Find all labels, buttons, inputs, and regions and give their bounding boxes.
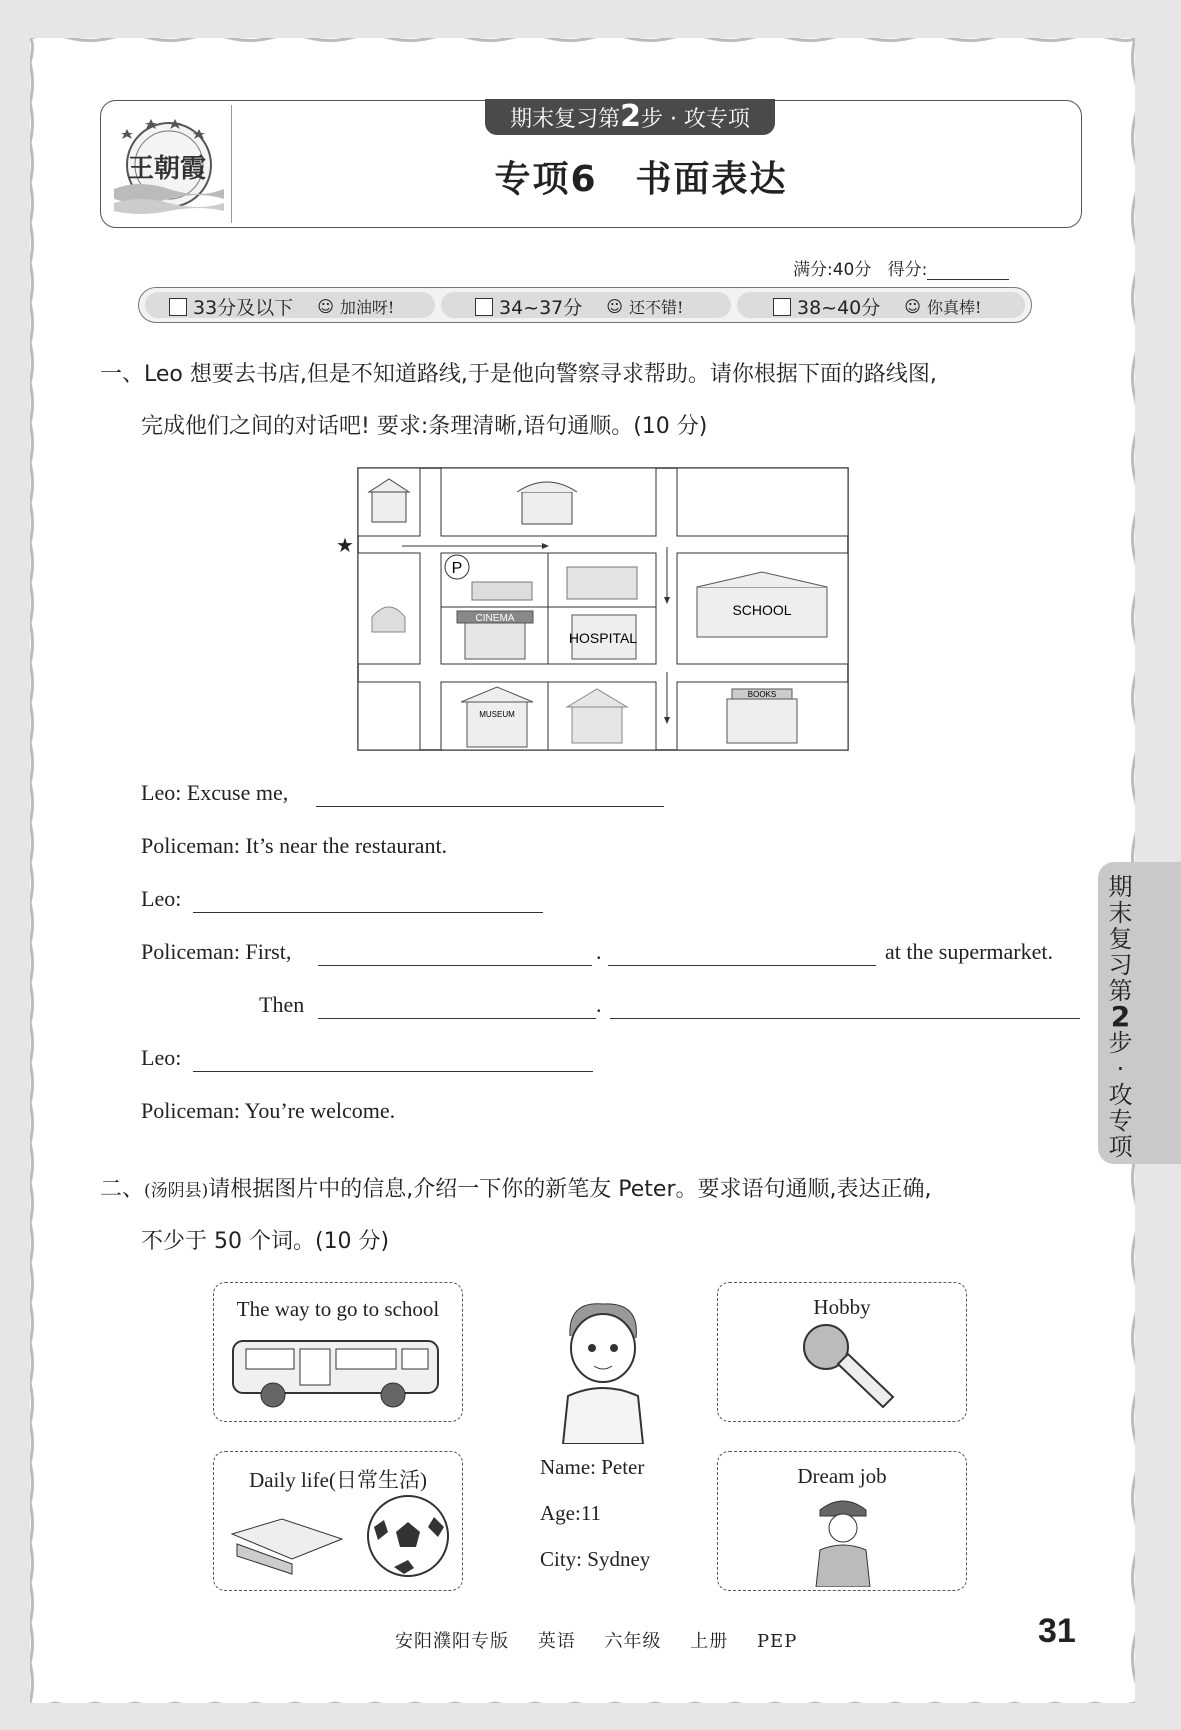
parking-label: P [451,560,463,577]
side-tab-char: 2 [1110,1000,1131,1033]
dot: . [596,939,602,964]
q2-county: (汤阴县) [144,1181,209,1201]
rating-option-2[interactable] [475,293,683,320]
step-number: 2 [620,99,641,134]
answer-blank-5[interactable] [318,1018,596,1019]
dialogue-line-3: Leo: [141,886,182,911]
side-tab-char: 项 [1108,1133,1133,1161]
cinema-label: CINEMA [475,613,515,624]
score-line [793,255,1009,280]
answer-blank-6[interactable] [610,1018,1080,1019]
supermarket-icon [517,482,577,524]
card-daily-life [213,1451,463,1591]
checkbox[interactable] [773,298,791,316]
rating-range: 38~40分 [797,297,881,319]
dialogue-line-2: Policeman: It’s near the restaurant. [141,833,448,858]
card-hobby [717,1282,967,1422]
checkbox[interactable] [169,298,187,316]
bus-icon [228,1333,448,1413]
rating-range: 34~37分 [499,297,583,319]
hospital-label: HOSPITAL [568,630,638,646]
page-title: 专项6 书面表达 [494,159,788,200]
rating-note: 加油呀! [339,298,395,317]
school-label: SCHOOL [732,602,792,618]
side-tab-text [1098,874,1143,1160]
route-map [357,467,849,751]
step-tab [485,99,775,135]
q2-line1 [100,1175,931,1206]
side-tab-char: · [1116,1055,1125,1083]
smiley-icon: ☺ [317,297,334,316]
dialogue-line-4: Policeman: First, [141,939,292,964]
card-dream-job [717,1451,967,1591]
side-tab-char: 第 [1108,977,1133,1005]
post-office-icon [567,567,637,599]
q2-prefix: 二、 [100,1177,145,1202]
rating-option-3[interactable] [773,293,981,320]
side-tab-char: 步 [1108,1029,1133,1057]
step-prefix: 期末复习第 [510,107,621,132]
dialogue-line-7: Policeman: You’re welcome. [141,1098,396,1123]
policeman-icon [808,1492,878,1587]
side-tab-char: 复 [1108,925,1133,953]
peter-boy-icon [548,1296,658,1444]
card-title: Dream job [797,1464,887,1488]
q1-line2: 完成他们之间的对话吧! 要求:条理清晰,语句通顺。(10 分) [141,414,708,439]
logo-divider [231,105,232,223]
footer [395,1627,819,1653]
step-suffix: 步 · 攻专项 [640,107,750,132]
start-star-icon: ★ [336,533,354,557]
smiley-icon: ☺ [606,297,623,316]
rating-note: 你真棒! [926,298,982,317]
answer-blank-7[interactable] [193,1071,593,1072]
dialogue-line-6: Leo: [141,1045,182,1070]
full-marks: 满分:40分 [793,260,872,280]
dialogue-line-4b: at the supermarket. [885,939,1053,964]
smiley-icon: ☺ [904,297,921,316]
q2-line1-rest: 请根据图片中的信息,介绍一下你的新笔友 Peter。要求语句通顺,表达正确, [208,1177,932,1202]
q1-line1: 一、Leo 想要去书店,但是不知道路线,于是他向警察寻求帮助。请你根据下面的路线图, [100,362,937,387]
side-tab-char: 期 [1108,873,1133,901]
side-tab-char: 攻 [1108,1081,1133,1109]
dialogue-line-1: Leo: Excuse me, [141,780,289,805]
footer-subject: 英语 [537,1631,576,1652]
rating-bar [138,287,1032,323]
dialogue-line-5: Then [259,992,305,1017]
bookstore-label: BOOKS [747,690,777,699]
card-title: Hobby [813,1295,871,1319]
car-park-icon [472,582,532,600]
peter-age: Age:11 [540,1501,602,1525]
card-way-to-school [213,1282,463,1422]
answer-blank-4[interactable] [608,965,876,966]
card-title: Daily life(日常生活) [249,1468,427,1492]
footer-volume: 上册 [690,1631,729,1652]
side-tab-char: 习 [1108,951,1133,979]
block-empty-top [677,468,848,536]
rating-note: 还不错! [628,298,684,317]
side-tab-char: 末 [1108,899,1133,927]
score-label: 得分: [887,260,928,280]
peter-city: City: Sydney [540,1547,651,1571]
side-tab [1098,862,1181,1164]
footer-version: PEP [756,1631,798,1652]
answer-blank-1[interactable] [316,806,664,807]
footer-grade: 六年级 [604,1631,662,1652]
block-empty-bottom [358,682,420,750]
rating-range: 33分及以下 [193,297,294,319]
checkbox[interactable] [475,298,493,316]
peter-name: Name: Peter [540,1455,645,1479]
microphone-icon [798,1319,898,1414]
museum-label: MUSEUM [479,710,515,719]
footer-edition: 安阳濮阳专版 [395,1631,509,1652]
logo-text: 王朝霞 [128,154,207,184]
dot: . [596,992,602,1017]
score-blank[interactable] [927,263,1009,280]
answer-blank-3[interactable] [318,965,592,966]
card-title: The way to go to school [236,1297,440,1321]
header-box [100,100,1082,228]
answer-blank-2[interactable] [193,912,543,913]
q2-line2: 不少于 50 个词。(10 分) [141,1229,390,1254]
page-number: 31 [1038,1612,1076,1650]
football-icon [364,1492,452,1580]
side-tab-char: 专 [1108,1107,1133,1135]
rating-option-1[interactable] [169,293,394,320]
